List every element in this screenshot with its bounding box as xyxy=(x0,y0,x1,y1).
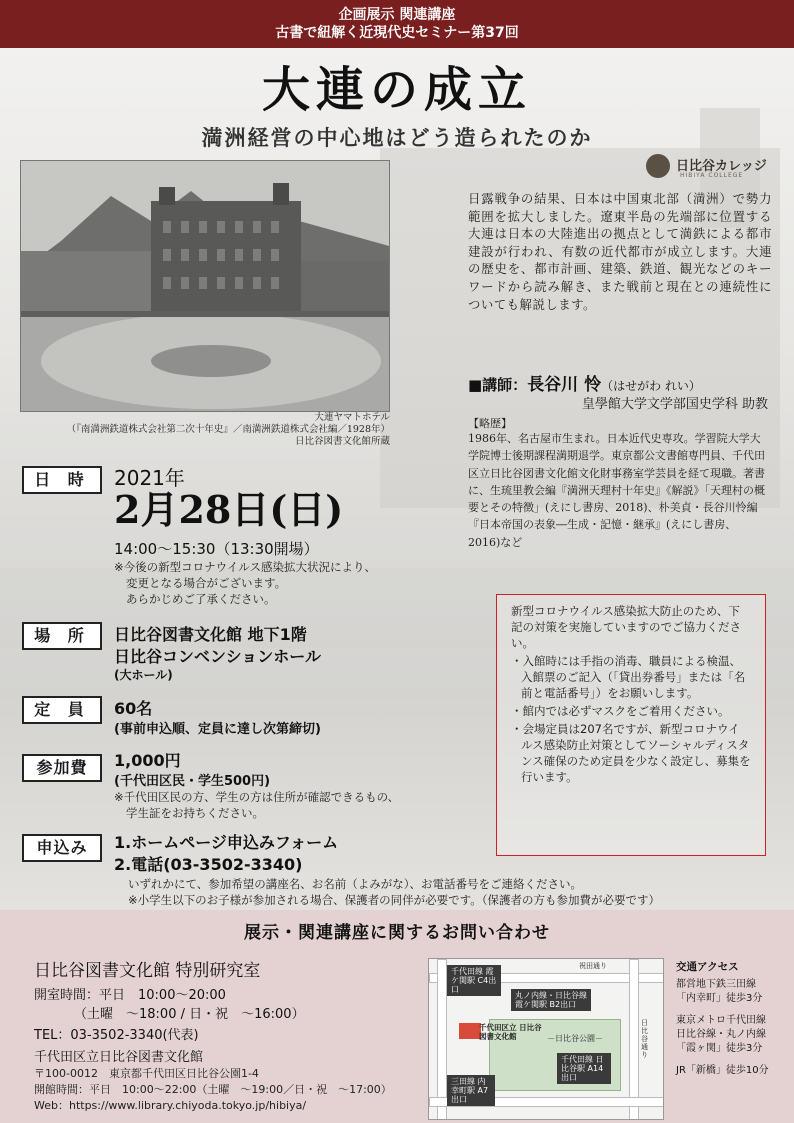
intro-text: 日露戦争の結果、日本は中国東北部（満洲）で勢力範囲を拡大しました。遼東半島の先端部に位置する大連は日本の大陸進出の拠点として満鉄による都市建設が行われ、有数の近代都市が成立します。大連の歴史を、都市計画、建築、鉄道、観光などのキーワードから読み解き、また戦前と現在との連続性についても解説します。 xyxy=(468,191,772,312)
contact-open-hours: 開館時間：平日 10:00～22:00（土曜 ～19:00／日・祝 ～17:00） xyxy=(34,1083,392,1096)
covid-item-3: ・会場定員は207名ですが、新型コロナウイルス感染防止対策としてソーシャルディスタンス確保のため定員を少なく設定し、募集を行います。 xyxy=(511,722,751,784)
apply-note-2: ※小学生以下のお子様が参加される場合、保護者の同伴が必要です。（保護者の方も参加費が必要です） xyxy=(128,893,660,907)
fee-line-1: 1,000円 xyxy=(114,751,181,770)
apply-line-1: 1.ホームページ申込みフォーム xyxy=(114,833,339,852)
logo-mark-icon xyxy=(646,154,670,178)
access-block-2 xyxy=(676,1014,786,1056)
covid-text xyxy=(511,603,751,785)
fee-note-1: ※千代田区民の方、学生の方は住所が確認できるもの、 xyxy=(114,790,400,804)
historical-photo xyxy=(20,160,390,412)
access-1-line-2: 「内幸町」徒歩3分 xyxy=(676,993,763,1004)
label-capacity: 定 員 xyxy=(22,696,102,724)
lecturer-name: 長谷川 怜 xyxy=(527,375,602,395)
contact-web-link[interactable]: Web：https://www.library.chiyoda.tokyo.jp/hibiya/ xyxy=(34,1099,307,1112)
lecturer-bio: 1986年、名古屋市生まれ。日本近代史専攻。学習院大学大学院博士後期課程満期退学。東京都公文書館専門員、千代田区立日比谷図書文化館文化財事務室学芸員を経て現職。著書に、生琉里教会編『満洲天理村十年史』《解説》「天理村の概要とその特徴」(えにし書房、2018)、朴美貞・長谷川怜編『日本帝国の表象―生成・記憶・継承』(えにし書房、2016)など xyxy=(468,432,765,549)
header-line-2: 古書で紐解く近現代史セミナー第37回 xyxy=(275,25,519,41)
date-main: 2月28日(日) xyxy=(114,487,344,532)
map-station-b2: 丸ノ内線・日比谷線 霞ケ関駅 B2出口 xyxy=(511,989,591,1011)
caption-line-1: 大連ヤマトホテル xyxy=(314,412,390,423)
capacity-line-1: 60名 xyxy=(114,699,153,718)
caption-line-2: （『南満洲鉄道株式会社第二次十年史』／南満洲鉄道株式会社編／1928年） xyxy=(66,424,390,435)
map-library-label: 千代田区立 日比谷図書文化館 xyxy=(479,1023,542,1041)
lecturer-heading xyxy=(468,370,701,395)
map-street-label: 日比谷通り xyxy=(641,1019,648,1059)
contact-library: 日比谷図書文化館 特別研究室 xyxy=(34,961,261,981)
date-note-1: ※今後の新型コロナウイルス感染拡大状況により、 xyxy=(114,560,376,574)
date-time: 14:00～15:30（13:30開場） xyxy=(114,540,319,558)
apply-note-1: いずれかにて、参加希望の講座名、お名前（よみがな）、お電話番号をご連絡ください。 xyxy=(128,877,583,891)
access-1-line-1: 都営地下鉄三田線 xyxy=(676,979,756,990)
venue-line-2: 日比谷コンベンションホール xyxy=(114,647,321,666)
photo-caption xyxy=(20,412,390,448)
hotel-photo-illustration xyxy=(21,161,389,411)
date-note-2: 変更となる場合がございます。 xyxy=(126,576,287,590)
covid-notice-box xyxy=(496,594,766,856)
access-2-line-1: 東京メトロ千代田線 xyxy=(676,1015,766,1026)
library-marker-icon xyxy=(459,1023,481,1039)
lecturer-affiliation: 皇學館大学文学部国史学科 助教 xyxy=(581,397,768,412)
contact-address: 〒100-0012 東京都千代田区日比谷公園1-4 xyxy=(34,1067,259,1080)
venue-line-1: 日比谷図書文化館 地下1階 xyxy=(114,625,307,644)
date-year: 2021年 xyxy=(114,466,185,490)
contact-org: 千代田区立日比谷図書文化館 xyxy=(34,1050,204,1065)
map-park-label: －日比谷公園－ xyxy=(547,1034,603,1043)
main-title: 大連の成立 xyxy=(261,62,532,118)
access-3: JR「新橋」徒歩10分 xyxy=(676,1065,769,1076)
header-line-1: 企画展示 関連講座 xyxy=(338,7,456,23)
map-station-c4: 千代田線 霞ケ関駅 C4出口 xyxy=(447,965,501,996)
bio-heading: 【略歴】 xyxy=(468,417,512,430)
map-gate-label: 祝田通り xyxy=(579,962,607,970)
map-station-a14: 千代田線 日比谷駅 A14出口 xyxy=(557,1053,611,1084)
hibiya-college-logo xyxy=(646,152,776,182)
contact-title: 展示・関連講座に関するお問い合わせ xyxy=(244,923,550,943)
lecturer-reading: （はせがわ れい） xyxy=(601,379,701,393)
venue-line-3: (大ホール) xyxy=(114,668,173,682)
covid-item-2: ・館内では必ずマスクをご着用ください。 xyxy=(511,704,730,718)
access-block-1 xyxy=(676,978,786,1006)
map-station-a7: 三田線 内幸町駅 A7出口 xyxy=(447,1075,495,1106)
contact-tel: TEL：03-3502-3340(代表) xyxy=(34,1028,199,1043)
caption-line-3: 日比谷図書文化館所蔵 xyxy=(294,436,390,447)
access-map xyxy=(428,958,664,1120)
logo-sub: HIBIYA COLLEGE xyxy=(680,172,744,179)
access-info xyxy=(676,960,786,1078)
access-heading: 交通アクセス xyxy=(676,961,739,973)
fee-note-2: 学生証をお持ちください。 xyxy=(126,806,264,820)
fee-line-2: (千代田区民・学生500円) xyxy=(114,774,271,789)
access-2-line-3: 「霞ヶ関」徒歩3分 xyxy=(676,1043,763,1054)
logo-name: 日比谷カレッジ xyxy=(676,159,767,174)
label-apply: 申込み xyxy=(22,834,102,862)
contact-hours-1: 開室時間：平日 10:00～20:00 xyxy=(34,988,226,1003)
date-note-3: あらかじめご了承ください。 xyxy=(126,592,276,606)
label-venue: 場 所 xyxy=(22,622,102,650)
lecturer-prefix: ■講師： xyxy=(468,376,528,394)
label-date: 日 時 xyxy=(22,466,102,494)
access-2-line-2: 日比谷線・丸ノ内線 xyxy=(676,1029,766,1040)
label-fee: 参加費 xyxy=(22,754,102,782)
covid-intro: 新型コロナウイルス感染拡大防止のため、下記の対策を実施していますのでご協力ください。 xyxy=(511,604,741,650)
subtitle: 満洲経営の中心地はどう造られたのか xyxy=(201,125,593,150)
covid-item-1: ・入館時には手指の消毒、職員による検温、入館票のご記入（「貸出券番号」または「名前と電話番号」）をお願いします。 xyxy=(511,654,746,700)
apply-line-2: 2.電話(03-3502-3340) xyxy=(114,855,303,874)
capacity-line-2: (事前申込順、定員に達し次第締切) xyxy=(114,722,321,737)
contact-hours-2: （土曜 ～18:00 / 日・祝 ～16:00） xyxy=(74,1007,305,1022)
